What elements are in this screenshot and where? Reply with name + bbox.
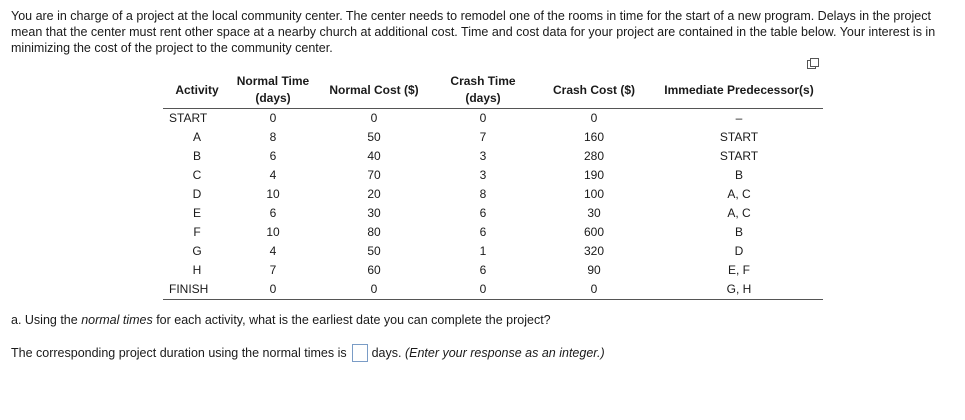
question-prefix: a. Using the [11,313,82,327]
header-crash-time: Crash Time (days) [433,72,533,109]
cell-normal-cost: 0 [315,280,433,300]
table-row [163,204,823,223]
table-row [163,109,823,129]
cell-normal-time: 4 [269,168,277,182]
cell-predecessors: START [719,149,759,163]
cell-normal-time: 6 [269,149,277,163]
answer-unit: days. [371,346,402,360]
cell-crash-cost: 30 [587,206,601,220]
header-activity: Activity [163,72,231,109]
cell-predecessors: E, F [727,263,750,277]
cell-crash-time: 8 [479,187,487,201]
cell-activity: FINISH [163,280,231,300]
cell-crash-cost: 160 [583,130,605,144]
cell-crash-time: 3 [479,168,487,182]
cell-crash-cost: 0 [533,280,655,300]
cell-normal-time: 10 [266,225,280,239]
header-crash-cost: Crash Cost ($) [533,72,655,109]
cell-crash-time: 0 [433,280,533,300]
cell-activity: D [192,187,202,201]
project-duration-input[interactable] [352,344,368,362]
cell-activity: E [192,206,201,220]
header-normal-cost: Normal Cost ($) [315,72,433,109]
cell-crash-time: 1 [479,244,487,258]
header-predecessors: Immediate Predecessor(s) [655,72,823,109]
cell-predecessors: D [734,244,744,258]
cell-crash-cost: 600 [583,225,605,239]
table-row [163,242,823,261]
question-a [11,313,551,327]
table-row [163,280,823,300]
cell-predecessors: START [719,130,759,144]
cell-activity: A [192,130,201,144]
cell-activity: H [192,263,202,277]
cell-predecessors: A, C [727,187,751,201]
cell-crash-time: 3 [479,149,487,163]
cell-normal-cost: 40 [367,149,381,163]
cell-activity: START [169,111,208,125]
header-normal-time: Normal Time (days) [231,72,315,109]
table-row [163,147,823,166]
cell-predecessors: G, H [655,280,823,300]
answer-hint: (Enter your response as an integer.) [404,346,605,360]
cell-normal-cost: 80 [367,225,381,239]
cell-predecessors: – [735,111,743,125]
cell-activity: B [192,149,201,163]
table-header-row [163,72,823,109]
cell-normal-time: 4 [269,244,277,258]
cell-normal-time: 0 [231,280,315,300]
cell-normal-cost: 30 [367,206,381,220]
cell-crash-cost: 320 [583,244,605,258]
table-row [163,185,823,204]
cell-normal-cost: 50 [367,130,381,144]
cell-crash-time: 7 [479,130,487,144]
cell-crash-cost: 90 [587,263,601,277]
cell-predecessors: B [734,225,743,239]
cell-crash-time: 6 [479,263,487,277]
table-row [163,223,823,242]
cell-activity: C [192,168,202,182]
cell-normal-time: 6 [269,206,277,220]
cell-activity: G [192,244,202,258]
cell-crash-cost: 100 [583,187,605,201]
table-row [163,166,823,185]
cell-activity: F [193,225,201,239]
question-suffix: for each activity, what is the earliest date you can complete the project? [152,313,551,327]
cell-normal-cost: 20 [367,187,381,201]
cell-crash-cost: 280 [583,149,605,163]
cell-normal-cost: 70 [367,168,381,182]
cell-crash-cost: 0 [590,111,598,125]
cell-normal-time: 8 [269,130,277,144]
cell-crash-time: 0 [479,111,487,125]
cell-predecessors: B [734,168,743,182]
cell-normal-cost: 60 [367,263,381,277]
answer-line [11,344,605,362]
table-row [163,261,823,280]
table-row [163,128,823,147]
copy-table-icon[interactable] [807,58,819,70]
cell-crash-cost: 190 [583,168,605,182]
question-emphasis: normal times [81,313,153,327]
activity-table [163,72,823,300]
cell-crash-time: 6 [479,225,487,239]
answer-prefix: The corresponding project duration using the normal times is [11,346,347,360]
cell-normal-time: 0 [269,111,277,125]
cell-normal-time: 10 [266,187,280,201]
cell-crash-time: 6 [479,206,487,220]
problem-statement: You are in charge of a project at the local community center. The center needs to remodel one of the rooms in time for the start of a new program. Delays in the project mean that the center must rent other space at a nearby church at additional cost. Time and cost data for your project are contained in the table below. Your interest is in minimizing the cost of the project to the community center. [11,9,936,55]
cell-predecessors: A, C [727,206,751,220]
cell-normal-cost: 0 [370,111,378,125]
cell-normal-cost: 50 [367,244,381,258]
cell-normal-time: 7 [269,263,277,277]
